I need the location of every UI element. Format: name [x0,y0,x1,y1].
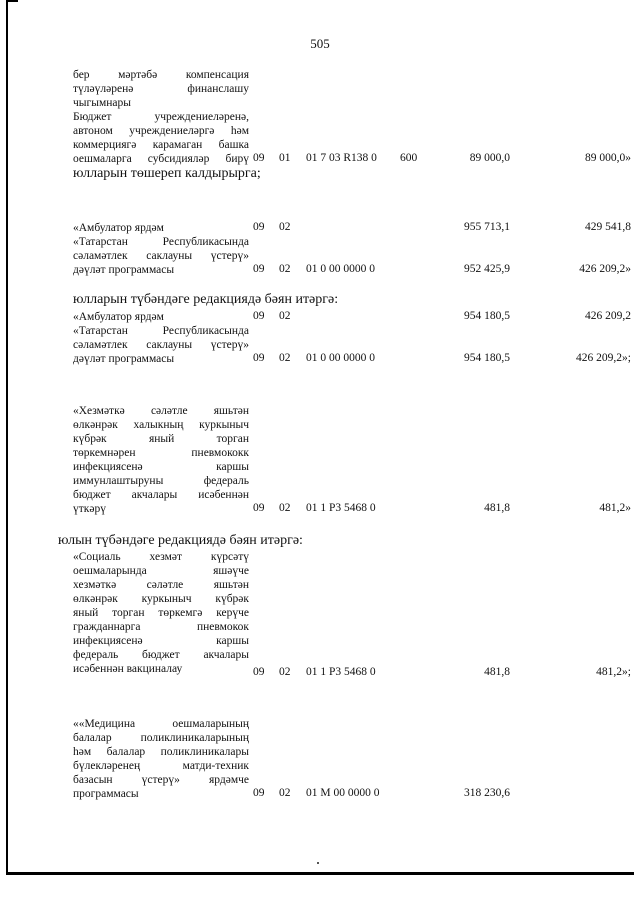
text-line: ««Медицина оешмаларының [73,718,249,730]
sum-first: 954 180,5 [464,352,510,364]
text-line: хезмәткә сәләтле яшьтән [73,579,249,591]
rz-code: 09 [253,787,265,799]
text-line: исәбеннән вакциналау [73,663,183,675]
pr-code: 02 [279,787,291,799]
text-line: һәм балалар поликлиникалары [73,746,249,758]
text-line: бюджет акчалары исәбеннән [73,489,249,501]
sum-first: 954 180,5 [464,310,510,322]
rz-code: 09 [253,502,265,514]
csr-code: 01 7 03 R138 0 [306,152,377,164]
text-block-compensation [73,68,249,166]
pr-code: 02 [279,666,291,678]
csr-code: 01 1 Р3 5468 0 [306,502,376,514]
text-line: базасын үстерү» ярдәмче [73,774,249,786]
instruction-heading: юлын түбәндәге редакциядә бәян итәргә: [58,533,303,548]
text-line: «Амбулатор ярдәм [73,311,164,323]
rz-code: 09 [253,263,265,275]
pr-code: 02 [279,352,291,364]
text-line: сәламәтлек саклауны үстерү» [73,250,249,262]
page-border-bottom [6,872,634,875]
instruction-heading: юлларын төшереп калдырырга; [73,166,261,181]
text-line: яный торган төркемгә керүче [73,607,249,619]
text-line: автоном учреждениеләргә һәм [73,125,249,137]
rz-code: 09 [253,352,265,364]
text-line: бүлекләренең матди-техник [73,760,249,772]
sum-second: 89 000,0» [585,152,631,164]
csr-code: 01 1 Р3 5468 0 [306,666,376,678]
rz-code: 09 [253,152,265,164]
text-line: бер мәртәбә компенсация [73,69,249,81]
sum-first: 89 000,0 [469,152,510,164]
text-block-ambulatory-old [73,221,249,277]
text-line: «Татарстан Республикасында [73,325,249,337]
pr-code: 02 [279,310,291,322]
sum-first: 318 230,6 [464,787,510,799]
sum-second: 426 209,2»; [576,352,631,364]
instruction-heading: юлларын түбәндәге редакциядә бәян итәргә: [73,292,339,307]
text-block-pneumococcal-new [73,550,249,676]
text-line: «Татарстан Республикасында [73,236,249,248]
text-line: федераль бюджет акчалары [73,649,249,661]
text-block-pediatric-clinics [73,717,249,801]
sum-second: 426 209,2» [579,263,631,275]
text-line: чыгымнары [73,97,131,109]
text-line: «Хезмәткә сәләтле яшьтән [73,405,249,417]
text-line: үткәрү [73,503,106,515]
text-block-ambulatory-new [73,310,249,366]
pr-code: 02 [279,502,291,514]
text-block-pneumococcal-old [73,404,249,516]
text-line: иммунлаштыруны федераль [73,475,249,487]
text-line: «Социаль хезмәт күрсәтү [73,551,249,563]
text-line: сәламәтлек саклауны үстерү» [73,339,249,351]
sum-second: 426 209,2 [585,310,631,322]
sum-first: 952 425,9 [464,263,510,275]
text-line: оешмаларга субсидияләр бирү [73,153,249,165]
text-line: гражданнарга пневмокок [73,621,249,633]
csr-code: 01 0 00 0000 0 [306,263,375,275]
sum-first: 955 713,1 [464,221,510,233]
text-line: оешмаларында яшәүче [73,565,249,577]
pr-code: 01 [279,152,291,164]
text-line: дәүләт программасы [73,264,175,276]
text-line: дәүләт программасы [73,353,175,365]
pr-code: 02 [279,221,291,233]
text-line: Бюджет учреждениеләренә, [73,111,249,123]
pr-code: 02 [279,263,291,275]
text-line: балалар поликлиникаларының [73,732,249,744]
text-line: түләүләренә финанслашу [73,83,249,95]
page-number: 505 [310,36,330,51]
rz-code: 09 [253,310,265,322]
rz-code: 09 [253,666,265,678]
text-line: коммерциягә карамаган башка [73,139,249,151]
csr-code: 01 0 00 0000 0 [306,352,375,364]
sum-second: 481,2» [599,502,631,514]
csr-code: 01 М 00 0000 0 [306,787,380,799]
text-line: инфекциясенә каршы [73,635,249,647]
text-line: «Амбулатор ярдәм [73,222,164,234]
sum-second: 481,2»; [596,666,631,678]
text-line: өлкәнрәк халыкның куркыныч [73,419,249,431]
sum-first: 481,8 [484,666,510,678]
sum-first: 481,8 [484,502,510,514]
text-line: төркемнәрен пневмококк [73,447,249,459]
text-line: күбрәк яный торган [73,433,249,445]
rz-code: 09 [253,221,265,233]
vr-code: 600 [400,152,418,164]
page-border-left [6,0,8,872]
text-line: өлкәнрәк куркыныч күбрәк [73,593,249,605]
sum-second: 429 541,8 [585,221,631,233]
text-line: программасы [73,788,139,800]
text-line: инфекциясенә каршы [73,461,249,473]
scan-speck [317,862,319,864]
